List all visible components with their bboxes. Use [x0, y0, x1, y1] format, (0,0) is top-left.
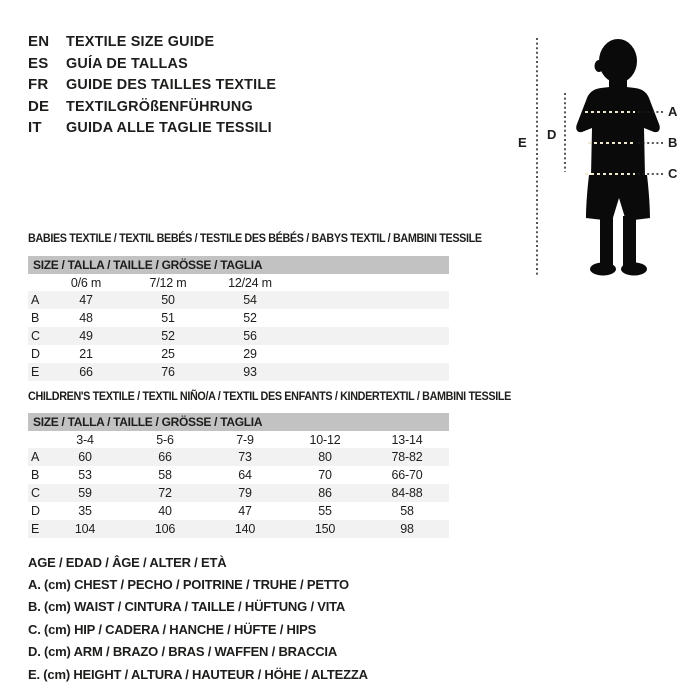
column-header: 3-4 [76, 432, 94, 447]
size-value: 64 [238, 468, 252, 482]
legend-chest-line: A. (cm) CHEST / PECHO / POITRINE / TRUHE / PETTO [28, 577, 349, 593]
language-code: DE [28, 97, 50, 115]
table-row [28, 327, 449, 345]
filler-cell [291, 345, 449, 363]
size-value: 52 [243, 311, 257, 325]
spacer-cell [28, 431, 45, 448]
height-label: E [518, 135, 527, 150]
filler-cell [291, 363, 449, 381]
language-row-es [28, 53, 285, 75]
size-value: 51 [161, 311, 175, 325]
filler-cell [291, 327, 449, 345]
size-value: 79 [238, 486, 252, 500]
size-value: 84-88 [391, 486, 423, 500]
table-row [28, 345, 449, 363]
row-label: D [31, 504, 40, 518]
children-section-title: CHILDREN'S TEXTILE / TEXTIL NIÑO/A / TEXTIL DES ENFANTS / KINDERTEXTIL / BAMBINI TESSILE [28, 389, 511, 403]
table-row [28, 291, 449, 309]
filler-cell [291, 309, 449, 327]
size-value: 47 [79, 293, 93, 307]
hip-label: C [668, 166, 678, 181]
language-row-en [28, 31, 285, 53]
measurement-legend [28, 551, 368, 685]
size-value: 78-82 [391, 450, 423, 464]
size-header-label: SIZE / TALLA / TAILLE / GRÖSSE / TAGLIA [28, 256, 449, 274]
size-value: 150 [314, 522, 336, 536]
column-header: 12/24 m [228, 275, 272, 290]
size-value: 104 [74, 522, 96, 536]
size-value: 56 [243, 329, 257, 343]
row-label: E [31, 365, 40, 379]
size-value: 98 [400, 522, 414, 536]
size-value: 55 [318, 504, 332, 518]
row-label: B [31, 468, 40, 482]
language-title: TEXTILGRÖßENFÜHRUNG [66, 97, 253, 115]
size-value: 76 [161, 365, 175, 379]
size-value: 47 [238, 504, 252, 518]
column-header-row [28, 274, 449, 291]
language-title: GUÍA DE TALLAS [66, 54, 188, 72]
column-header: 7-9 [236, 432, 254, 447]
table-row [28, 363, 449, 381]
size-value: 93 [243, 365, 257, 379]
row-label: E [31, 522, 40, 536]
legend-arm-line: D. (cm) ARM / BRAZO / BRAS / WAFFEN / BRACCIA [28, 644, 338, 660]
row-label: A [31, 293, 40, 307]
children-size-table [28, 413, 449, 538]
chest-label: A [668, 104, 678, 119]
language-title: GUIDA ALLE TAGLIE TESSILI [66, 119, 272, 137]
size-header-bar [28, 256, 449, 274]
size-value: 72 [158, 486, 172, 500]
row-label: D [31, 347, 40, 361]
size-value: 35 [78, 504, 92, 518]
size-value: 60 [78, 450, 92, 464]
row-label: A [31, 450, 40, 464]
arm-label: D [547, 127, 557, 142]
filler-cell [291, 274, 449, 291]
legend-hip-line: C. (cm) HIP / CADERA / HANCHE / HÜFTE / HIPS [28, 621, 317, 637]
language-title: GUIDE DES TAILLES TEXTILE [66, 76, 277, 94]
language-code: ES [28, 54, 49, 72]
size-value: 48 [79, 311, 93, 325]
size-value: 58 [158, 468, 172, 482]
table-row [28, 484, 449, 502]
language-title: TEXTILE SIZE GUIDE [66, 33, 215, 51]
column-header: 0/6 m [70, 275, 102, 290]
size-value: 86 [318, 486, 332, 500]
size-value: 58 [400, 504, 414, 518]
size-header-label: SIZE / TALLA / TAILLE / GRÖSSE / TAGLIA [28, 413, 449, 431]
babies-section-title: BABIES TEXTILE / TEXTIL BEBÉS / TESTILE DES BÉBÉS / BABYS TEXTIL / BAMBINI TESSILE [28, 231, 482, 245]
size-value: 73 [238, 450, 252, 464]
size-value: 66 [158, 450, 172, 464]
child-silhouette [505, 28, 700, 283]
language-title-list [28, 31, 285, 139]
size-value: 21 [79, 347, 93, 361]
size-value: 140 [234, 522, 256, 536]
row-label: C [31, 486, 40, 500]
language-code: FR [28, 76, 49, 94]
legend-waist-line: B. (cm) WAIST / CINTURA / TAILLE / HÜFTUNG / VITA [28, 599, 346, 615]
size-value: 54 [243, 293, 257, 307]
spacer-cell [28, 274, 45, 291]
column-header: 5-6 [156, 432, 174, 447]
size-value: 40 [158, 504, 172, 518]
size-value: 53 [78, 468, 92, 482]
size-value: 106 [154, 522, 176, 536]
column-header: 7/12 m [149, 275, 187, 290]
language-code: IT [28, 119, 42, 137]
table-row [28, 502, 449, 520]
size-value: 50 [161, 293, 175, 307]
size-header-bar [28, 413, 449, 431]
waist-label: B [668, 135, 678, 150]
legend-height-line: E. (cm) HEIGHT / ALTURA / HAUTEUR / HÖHE / ALTEZZA [28, 666, 368, 682]
column-header-row [28, 431, 449, 448]
table-row [28, 520, 449, 538]
table-row [28, 309, 449, 327]
row-label: C [31, 329, 40, 343]
row-label: B [31, 311, 40, 325]
language-row-fr [28, 74, 285, 96]
babies-size-table [28, 256, 449, 381]
measurement-figure [505, 28, 700, 283]
table-row [28, 448, 449, 466]
filler-cell [291, 291, 449, 309]
column-header: 13-14 [391, 432, 423, 447]
size-value: 29 [243, 347, 257, 361]
language-code: EN [28, 33, 50, 51]
size-value: 59 [78, 486, 92, 500]
table-row [28, 466, 449, 484]
size-value: 25 [161, 347, 175, 361]
size-value: 66 [79, 365, 93, 379]
size-value: 52 [161, 329, 175, 343]
size-value: 49 [79, 329, 93, 343]
size-value: 66-70 [391, 468, 423, 482]
language-row-it [28, 117, 285, 139]
column-header: 10-12 [309, 432, 341, 447]
size-value: 80 [318, 450, 332, 464]
legend-age-line: AGE / EDAD / ÂGE / ALTER / ETÀ [28, 554, 227, 570]
size-value: 70 [318, 468, 332, 482]
language-row-de [28, 96, 285, 118]
